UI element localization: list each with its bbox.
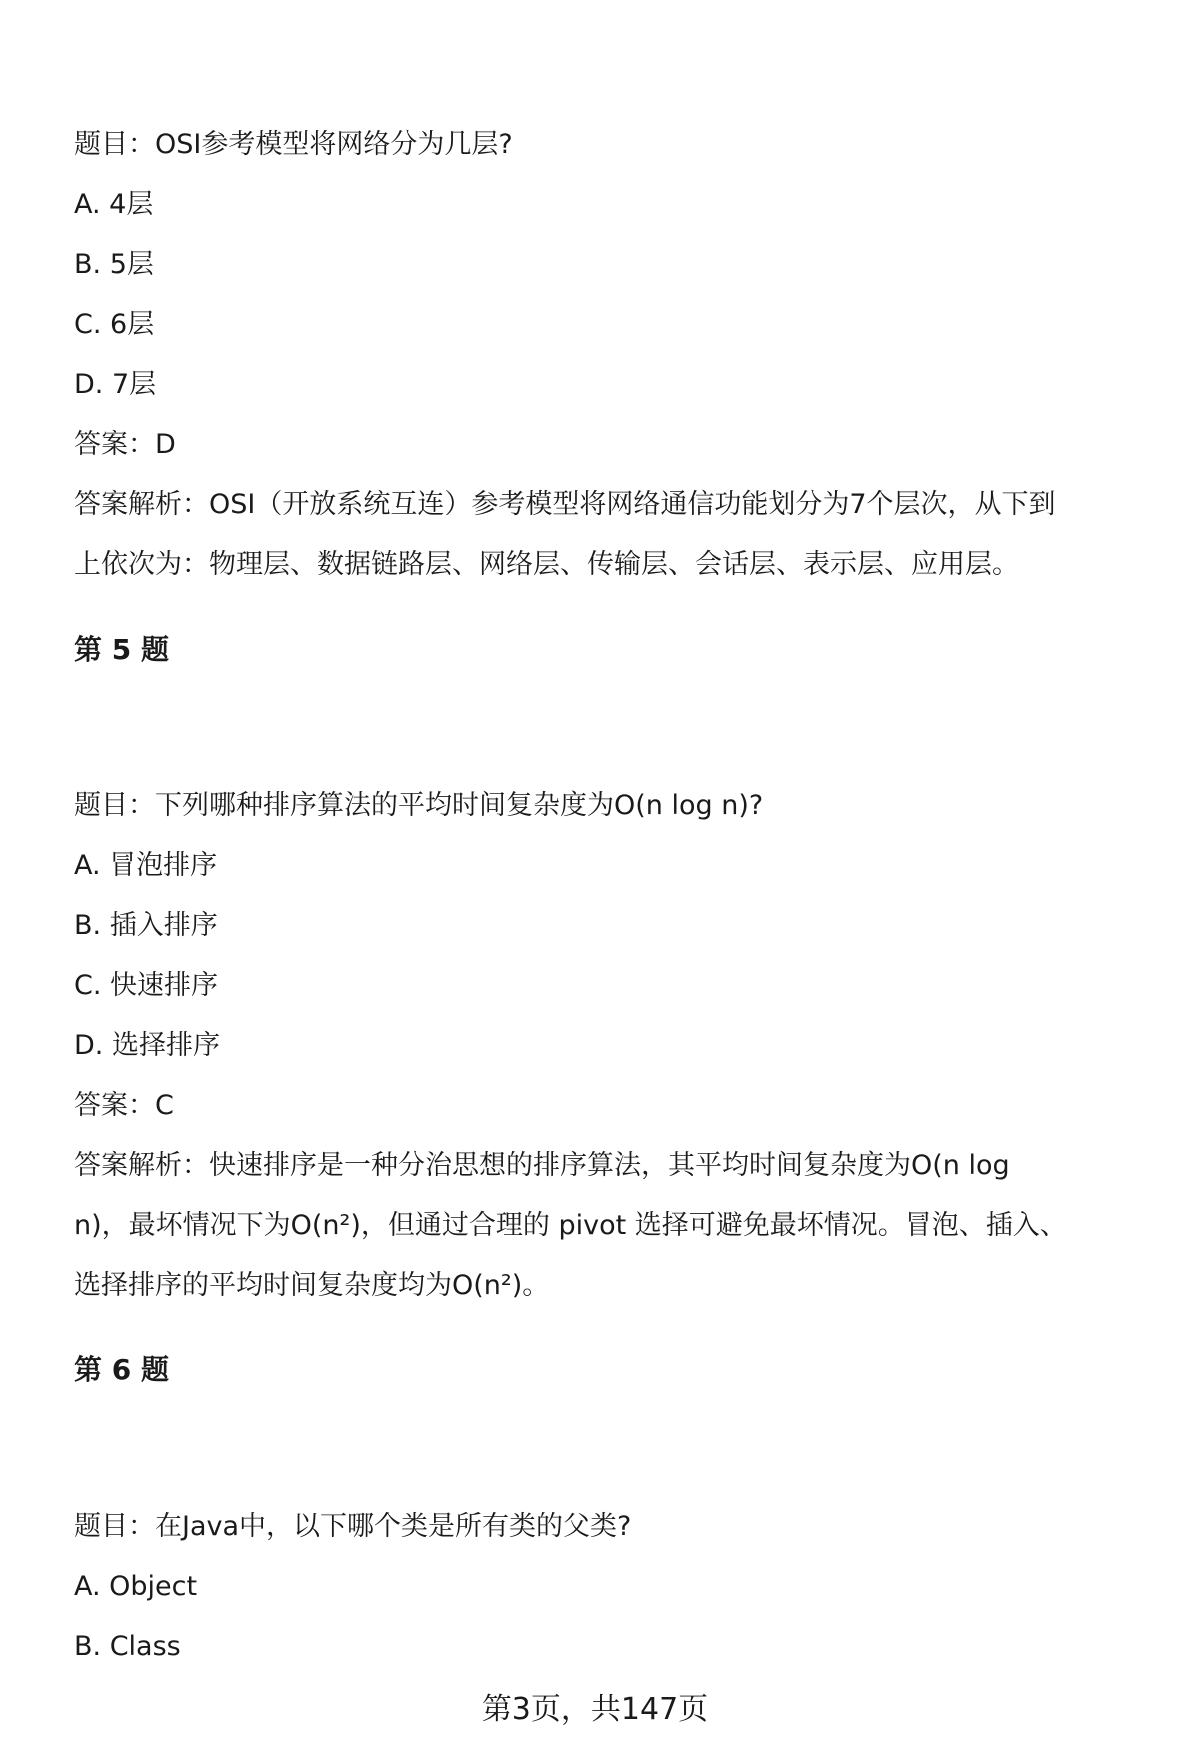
- explanation-line-2: n)，最坏情况下为O(n²)，但通过合理的 pivot 选择可避免最坏情况。冒泡、插入、: [74, 1210, 1067, 1241]
- question-5: [74, 776, 1174, 1316]
- question-text: 题目：下列哪种排序算法的平均时间复杂度为O(n log n)?: [74, 790, 764, 821]
- explanation-line-1: 答案解析：快速排序是一种分治思想的排序算法，其平均时间复杂度为O(n log: [74, 1150, 1010, 1181]
- option-d: D. 7层: [74, 369, 157, 400]
- option-b: B. 插入排序: [74, 910, 218, 941]
- option-c: C. 快速排序: [74, 970, 219, 1001]
- explanation-line-1: 答案解析：OSI（开放系统互连）参考模型将网络通信功能划分为7个层次，从下到: [74, 489, 1056, 520]
- answer: 答案：D: [74, 429, 176, 460]
- question-heading: 第 5 题: [74, 633, 169, 666]
- question-4: [74, 115, 1174, 595]
- question-text: 题目：OSI参考模型将网络分为几层?: [74, 129, 513, 160]
- explanation-line-2: 上依次为：物理层、数据链路层、网络层、传输层、会话层、表示层、应用层。: [74, 549, 1019, 580]
- option-a: A. 冒泡排序: [74, 850, 218, 881]
- page-footer: 第3页，共147页: [481, 1692, 709, 1727]
- answer: 答案：C: [74, 1090, 174, 1121]
- option-b: B. 5层: [74, 249, 154, 280]
- question-6-heading-block: [74, 1340, 1174, 1400]
- option-a: A. Object: [74, 1571, 198, 1602]
- option-c: C. 6层: [74, 309, 155, 340]
- question-text: 题目：在Java中，以下哪个类是所有类的父类?: [74, 1511, 632, 1542]
- option-b: B. Class: [74, 1631, 181, 1662]
- option-a: A. 4层: [74, 189, 154, 220]
- question-6: [74, 1497, 1174, 1677]
- question-heading: 第 6 题: [74, 1353, 169, 1386]
- option-d: D. 选择排序: [74, 1030, 220, 1061]
- explanation-line-3: 选择排序的平均时间复杂度均为O(n²)。: [74, 1270, 550, 1301]
- question-5-heading-block: [74, 620, 1174, 680]
